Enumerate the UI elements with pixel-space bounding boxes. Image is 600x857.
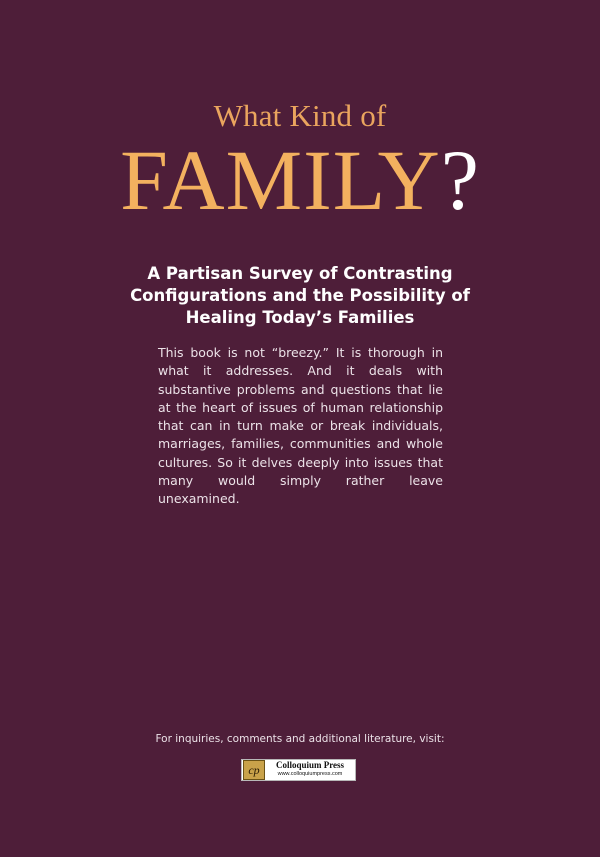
publisher-mark-icon: cp xyxy=(243,760,265,780)
book-subtitle: A Partisan Survey of Contrasting Configurations and the Possibility of Healing Today’s Families xyxy=(130,264,470,327)
title-question-mark: ? xyxy=(440,132,480,228)
title-word: FAMILY xyxy=(120,132,441,228)
publisher-url[interactable]: www.colloquiumpress.com xyxy=(277,771,343,777)
title-kicker: What Kind of xyxy=(213,98,387,133)
book-title xyxy=(0,132,600,228)
publisher-logo[interactable] xyxy=(241,759,356,781)
book-description: This book is not “breezy.” It is thorough in what it addresses. And it deals with substantive problems and questions that lie at the heart of issues of human relationship that can in turn make or break individuals, marriages, families, communities and whole cultures. So it delves deeply into issues that many would simply rather leave unexamined. xyxy=(158,345,443,507)
publisher-text xyxy=(265,761,355,779)
inquiry-note: For inquiries, comments and additional literature, visit: xyxy=(155,733,445,745)
publisher-name: Colloquium Press xyxy=(275,760,345,770)
